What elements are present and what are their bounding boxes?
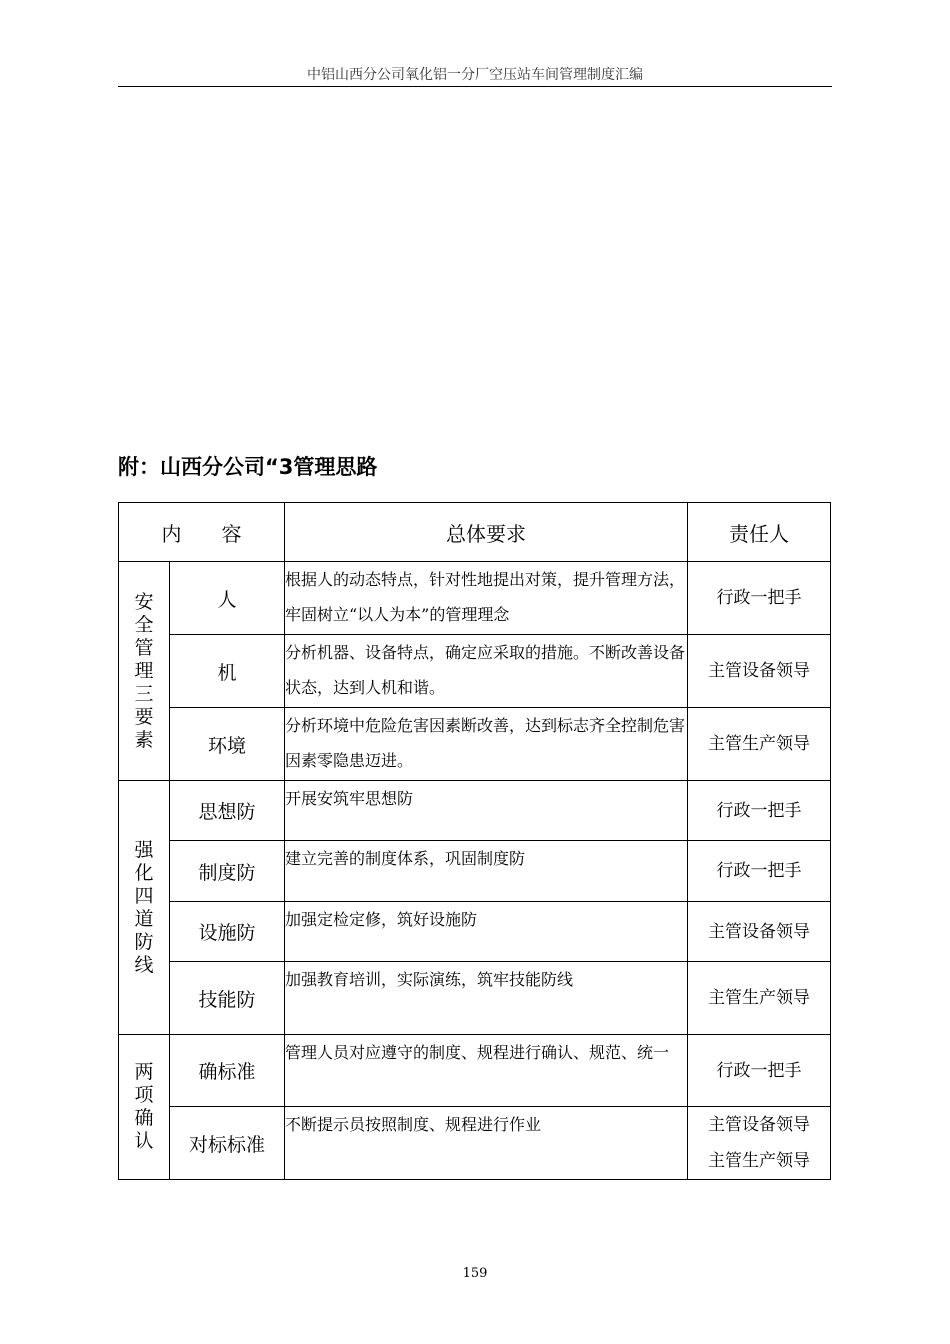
section-title: 附：山西分公司“3管理思路 bbox=[118, 455, 378, 479]
responsible-line: 主管设备领导 bbox=[708, 1115, 810, 1135]
table-row bbox=[119, 708, 831, 781]
table-row bbox=[119, 1035, 831, 1107]
header-requirement: 总体要求 bbox=[285, 503, 688, 562]
row-responsible bbox=[688, 1107, 831, 1180]
row-requirement: 管理人员对应遵守的制度、规程进行确认、规范、统一 bbox=[285, 1035, 688, 1107]
table-row bbox=[119, 902, 831, 962]
row-requirement: 加强定检定修，筑好设施防 bbox=[285, 902, 688, 962]
table-header-row bbox=[119, 503, 831, 562]
group-label-safety: 安全管理三要素 bbox=[119, 562, 170, 781]
row-responsible: 行政一把手 bbox=[688, 1035, 831, 1107]
table-row bbox=[119, 841, 831, 902]
row-item: 思想防 bbox=[170, 781, 285, 841]
row-item: 技能防 bbox=[170, 962, 285, 1035]
row-item: 确标准 bbox=[170, 1035, 285, 1107]
row-requirement: 不断提示员按照制度、规程进行作业 bbox=[285, 1107, 688, 1180]
row-responsible: 主管设备领导 bbox=[688, 902, 831, 962]
row-requirement: 分析机器、设备特点，确定应采取的措施。不断改善设备状态，达到人机和谐。 bbox=[285, 635, 688, 708]
row-item: 对标标准 bbox=[170, 1107, 285, 1180]
row-responsible: 行政一把手 bbox=[688, 841, 831, 902]
page-number: 159 bbox=[462, 1266, 488, 1281]
header-content: 内 容 bbox=[119, 503, 285, 562]
group-label-defense: 强化四道防线 bbox=[119, 781, 170, 1035]
table-row bbox=[119, 562, 831, 635]
responsible-line: 主管生产领导 bbox=[708, 1151, 810, 1171]
management-table bbox=[118, 502, 831, 1180]
header-responsible: 责任人 bbox=[688, 503, 831, 562]
row-requirement: 根据人的动态特点，针对性地提出对策，提升管理方法，牢固树立“以人为本”的管理理念 bbox=[285, 562, 688, 635]
running-header: 中铝山西分公司氧化铝一分厂空压站车间管理制度汇编 bbox=[307, 67, 643, 83]
row-responsible: 主管生产领导 bbox=[688, 962, 831, 1035]
row-item: 机 bbox=[170, 635, 285, 708]
row-requirement: 加强教育培训，实际演练，筑牢技能防线 bbox=[285, 962, 688, 1035]
header-rule bbox=[118, 86, 832, 87]
row-requirement: 开展安筑牢思想防 bbox=[285, 781, 688, 841]
table-row bbox=[119, 781, 831, 841]
row-responsible: 主管生产领导 bbox=[688, 708, 831, 781]
row-item: 人 bbox=[170, 562, 285, 635]
table-row bbox=[119, 962, 831, 1035]
row-requirement: 分析环境中危险危害因素断改善，达到标志齐全控制危害因素零隐患迈进。 bbox=[285, 708, 688, 781]
row-responsible: 行政一把手 bbox=[688, 562, 831, 635]
row-requirement: 建立完善的制度体系，巩固制度防 bbox=[285, 841, 688, 902]
table-row bbox=[119, 1107, 831, 1180]
row-responsible: 主管设备领导 bbox=[688, 635, 831, 708]
row-item: 环境 bbox=[170, 708, 285, 781]
row-item: 制度防 bbox=[170, 841, 285, 902]
row-item: 设施防 bbox=[170, 902, 285, 962]
table-row bbox=[119, 635, 831, 708]
row-responsible: 行政一把手 bbox=[688, 781, 831, 841]
group-label-confirm: 两项确认 bbox=[119, 1035, 170, 1180]
